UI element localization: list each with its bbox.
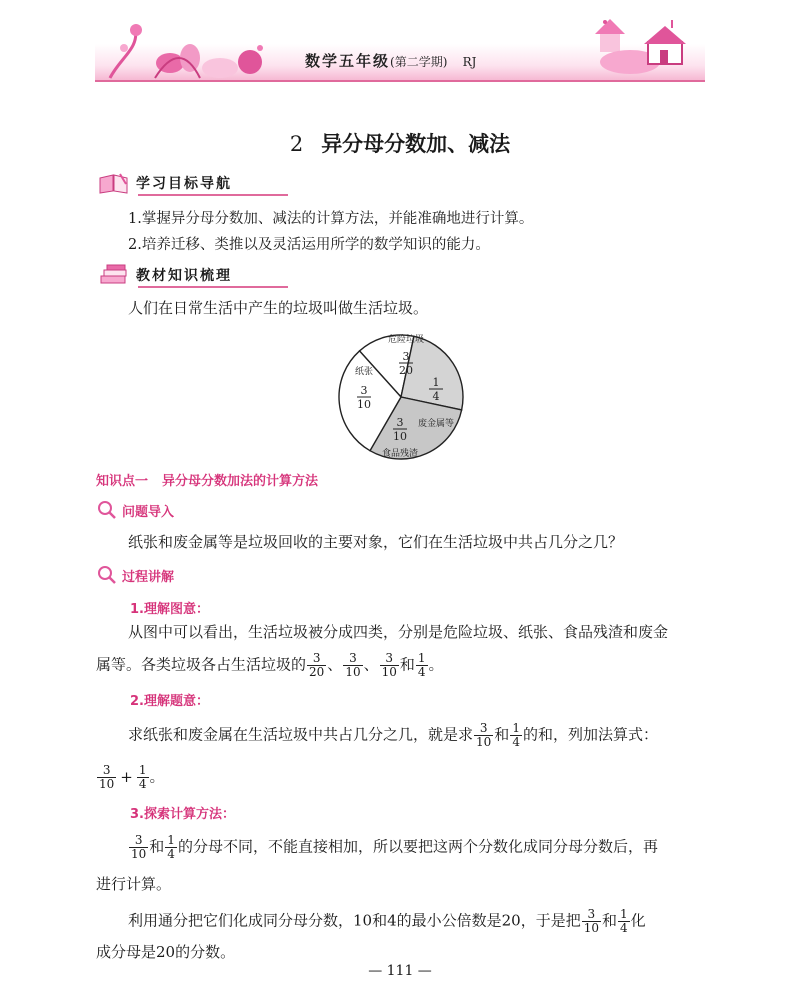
- flower-decoration-icon: [100, 18, 280, 80]
- slice-label: 危险垃圾: [387, 335, 425, 345]
- text-span: 求纸张和废金属在生活垃圾中共占几分之几，就是求: [128, 725, 474, 744]
- knowledge-point-title: [96, 470, 332, 489]
- separator: 、: [363, 655, 379, 674]
- knowledge-heading-label: 教材知识梳理: [136, 268, 232, 284]
- text-span: 的和，列加法算式：: [522, 725, 658, 744]
- fraction: [307, 652, 326, 679]
- fraction: [510, 722, 522, 749]
- denominator: 20: [309, 665, 325, 679]
- numerator: 1: [512, 721, 520, 735]
- fraction: [582, 908, 601, 935]
- denominator: 10: [476, 735, 492, 749]
- slice-numerator: 1: [432, 376, 440, 389]
- slice-denominator: 10: [393, 430, 407, 443]
- denominator: 10: [583, 921, 600, 935]
- question-intro-heading: [96, 500, 174, 520]
- knowledge-point-label: 知识点一: [96, 474, 149, 489]
- period: 。: [428, 655, 444, 674]
- page-header: [0, 0, 800, 90]
- denominator: 4: [417, 665, 426, 679]
- goal-item: 2.培养迁移、类推以及灵活运用所学的数学知识的能力。: [128, 237, 490, 253]
- slice-label: 食品残渣: [381, 449, 419, 459]
- numerator: 1: [620, 907, 628, 921]
- conjunction: 和: [149, 837, 165, 856]
- step1-line1: 从图中可以看出，生活垃圾被分成四类，分别是危险垃圾、纸张、食品残渣和废金: [128, 623, 669, 641]
- step-title: 2.理解题意：: [130, 694, 209, 709]
- period: 。: [149, 767, 165, 786]
- step3-line1: [128, 834, 658, 861]
- fraction: [618, 908, 630, 935]
- text-span: 属等。各类垃圾各占生活垃圾的: [96, 655, 307, 674]
- text-span: 的分母不同，不能直接相加，所以要把这两个分数化成同分母分数后，再: [177, 837, 658, 856]
- denominator: 10: [131, 847, 147, 861]
- numerator: 3: [102, 763, 111, 777]
- semester: (第二学期): [390, 55, 448, 69]
- question-intro-label: 问题导入: [122, 504, 175, 520]
- chapter-title: [0, 128, 800, 158]
- step3-line4: 成分母是20的分数。: [96, 943, 236, 961]
- slice-label: 纸张: [354, 367, 374, 377]
- slice-label: 废金属等: [417, 419, 455, 429]
- book-icon: [98, 172, 130, 194]
- fraction: [380, 652, 399, 679]
- denominator: 10: [99, 777, 115, 791]
- numerator: 1: [138, 763, 147, 777]
- conjunction: 和: [602, 911, 618, 930]
- numerator: 3: [312, 651, 321, 665]
- fraction: [129, 834, 148, 861]
- text-span: 利用通分把它们化成同分母分数，10和4的最小公倍数是20，于是把: [128, 911, 581, 930]
- knowledge-point-text: 异分母分数加法的计算方法: [162, 474, 319, 489]
- goals-heading-label: 学习目标导航: [136, 176, 232, 192]
- intro-text: 人们在日常生活中产生的垃圾叫做生活垃圾。: [128, 299, 429, 317]
- numerator: 1: [417, 651, 426, 665]
- slice-numerator: 3: [360, 384, 368, 397]
- conjunction: 和: [494, 725, 510, 744]
- conjunction: 和: [399, 655, 415, 674]
- text-span: 化: [630, 911, 646, 930]
- goal-item: 1.掌握异分母分数加、减法的计算方法，并能准确地进行计算。: [128, 211, 534, 227]
- numerator: 3: [479, 721, 488, 735]
- garbage-pie-chart: [328, 330, 474, 464]
- separator: 、: [327, 655, 343, 674]
- question-text: 纸张和废金属等是垃圾回收的主要对象，它们在生活垃圾中共占几分之几？: [128, 533, 624, 551]
- house-decoration-icon: [590, 14, 700, 80]
- header-title: [305, 50, 476, 71]
- slice-denominator: 4: [432, 390, 440, 403]
- plus-sign: +: [120, 767, 133, 786]
- step-title: 1.理解图意：: [130, 602, 209, 617]
- fraction: [416, 652, 428, 679]
- slice-denominator: 20: [399, 364, 413, 377]
- slice-denominator: 10: [357, 398, 371, 411]
- step1-line2: [96, 652, 444, 679]
- magnifier-icon: [96, 565, 118, 585]
- denominator: 10: [345, 665, 361, 679]
- denominator: 4: [512, 735, 520, 749]
- fraction: [97, 764, 116, 791]
- heading-underline: [138, 286, 288, 288]
- process-heading: [96, 565, 174, 585]
- magnifier-icon: [96, 500, 118, 520]
- chapter-number: 2: [289, 132, 304, 156]
- goals-heading: [98, 170, 232, 196]
- denominator: 4: [138, 777, 147, 791]
- denominator: 4: [167, 847, 175, 861]
- fraction: [474, 722, 493, 749]
- step3-line3: [128, 908, 646, 935]
- numerator: 3: [349, 651, 357, 665]
- numerator: 1: [167, 833, 175, 847]
- numerator: 3: [587, 907, 596, 921]
- step3-line2: 进行计算。: [96, 875, 172, 893]
- books-stack-icon: [98, 264, 130, 286]
- chapter-title-text: 异分母分数加、减法: [321, 131, 511, 156]
- fraction: [137, 764, 149, 791]
- edition: RJ: [462, 55, 477, 69]
- process-label: 过程讲解: [122, 569, 175, 585]
- slice-numerator: 3: [396, 416, 404, 429]
- knowledge-heading: [98, 262, 232, 288]
- denominator: 10: [381, 665, 397, 679]
- step2-line1: [128, 722, 658, 749]
- slice-numerator: 3: [402, 350, 410, 363]
- book-title: 数学五年级: [305, 52, 391, 70]
- denominator: 4: [620, 921, 628, 935]
- step2-equation: [96, 764, 165, 791]
- fraction: [165, 834, 177, 861]
- numerator: 3: [385, 651, 394, 665]
- numerator: 3: [134, 833, 143, 847]
- heading-underline: [138, 194, 288, 196]
- fraction: [343, 652, 362, 679]
- step-title: 3.探索计算方法：: [130, 807, 235, 822]
- page-number: — 111 —: [368, 963, 432, 979]
